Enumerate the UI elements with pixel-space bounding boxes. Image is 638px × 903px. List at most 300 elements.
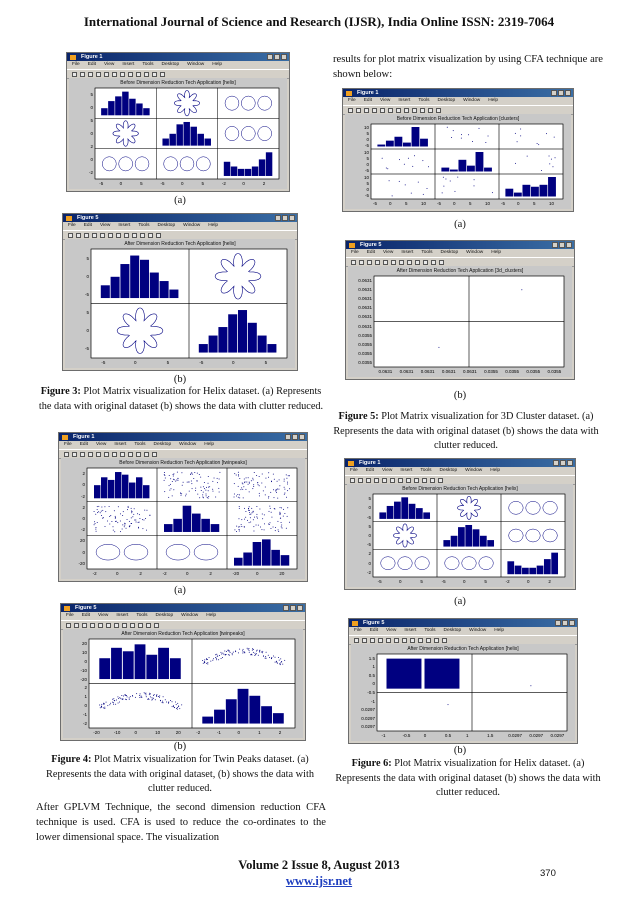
scatter-point (103, 517, 104, 518)
maximize-button[interactable] (292, 434, 298, 440)
toolbar-tool-icon[interactable] (136, 72, 141, 77)
toolbar-tool-icon[interactable] (114, 623, 119, 628)
menu-view[interactable]: View (383, 250, 394, 255)
scatter-point (485, 142, 486, 143)
menu-window[interactable]: Window (466, 250, 484, 255)
scatter-point (248, 508, 249, 509)
x-tick-label: -1 (381, 733, 386, 738)
histogram-bar (544, 559, 551, 574)
scatter-point (170, 478, 171, 479)
toolbar-tool-icon[interactable] (96, 72, 101, 77)
scatter-point (262, 518, 263, 519)
toolbar-tool-icon[interactable] (351, 260, 356, 265)
toolbar-tool-icon[interactable] (382, 478, 387, 483)
menu-desktop[interactable]: Desktop (161, 62, 180, 67)
toolbar-tool-icon[interactable] (358, 478, 363, 483)
histogram-bar (108, 101, 114, 115)
menu-file[interactable]: File (72, 62, 80, 67)
toolbar-tool-icon[interactable] (146, 623, 151, 628)
close-button[interactable] (289, 215, 295, 221)
scatter-point (280, 658, 281, 659)
toolbar-tool-icon[interactable] (383, 260, 388, 265)
scatter-point (269, 506, 270, 507)
maximize-button[interactable] (290, 605, 296, 611)
toolbar-tool-icon[interactable] (132, 233, 137, 238)
toolbar-tool-icon[interactable] (426, 638, 431, 643)
scatter-point (176, 479, 177, 480)
scatter-point (146, 694, 147, 695)
y-tick-label: 0.0631 (358, 314, 372, 320)
toolbar-tool-icon[interactable] (92, 233, 97, 238)
toolbar-tool-icon[interactable] (380, 108, 385, 113)
scatter-point (261, 529, 262, 530)
figure-3b-label: (b) (173, 374, 187, 385)
menu-insert[interactable]: Insert (122, 62, 135, 67)
menu-window[interactable]: Window (469, 628, 487, 633)
close-button[interactable] (297, 605, 303, 611)
toolbar-tool-icon[interactable] (64, 452, 69, 457)
menu-view[interactable]: View (96, 442, 107, 447)
menu-edit[interactable]: Edit (363, 98, 373, 103)
toolbar-tool-icon[interactable] (415, 260, 420, 265)
toolbar-tool-icon[interactable] (104, 72, 109, 77)
menu-desktop[interactable]: Desktop (157, 223, 176, 228)
maximize-button[interactable] (558, 90, 564, 96)
toolbar-tool-icon[interactable] (354, 638, 359, 643)
scatter-point (274, 479, 275, 480)
histogram-bar (262, 539, 271, 565)
scatter-point (275, 530, 276, 531)
toolbar-tool-icon[interactable] (66, 623, 71, 628)
histogram-bar (248, 323, 257, 353)
menu-file[interactable]: File (66, 613, 74, 618)
toolbar-tool-icon[interactable] (120, 72, 125, 77)
minimize-button[interactable] (285, 434, 291, 440)
menu-desktop[interactable]: Desktop (440, 250, 459, 255)
toolbar-tool-icon[interactable] (104, 452, 109, 457)
toolbar-tool-icon[interactable] (412, 108, 417, 113)
toolbar-tool-icon[interactable] (359, 260, 364, 265)
y-tick-label: 0 (90, 131, 93, 136)
menu-window[interactable]: Window (463, 98, 481, 103)
menu-desktop[interactable]: Desktop (443, 628, 462, 633)
toolbar-tool-icon[interactable] (98, 623, 103, 628)
scatter-point (549, 155, 550, 156)
minimize-button[interactable] (283, 605, 289, 611)
scatter-point (220, 652, 221, 653)
toolbar-tool-icon[interactable] (375, 260, 380, 265)
toolbar-tool-icon[interactable] (370, 638, 375, 643)
toolbar-tool-icon[interactable] (116, 233, 121, 238)
toolbar-tool-icon[interactable] (423, 260, 428, 265)
histogram-bar (238, 169, 244, 176)
left-column-paragraph: After GPLVM Technique, the second dimension reduction CFA technique is used. CFA is used to reduce the co-ordinates to the lower dimensional space. The visualization (36, 802, 326, 843)
toolbar-tool-icon[interactable] (152, 452, 157, 457)
scatter-point (250, 517, 251, 518)
scatter-point (202, 660, 203, 661)
window-title: Figure 1 (357, 90, 379, 96)
menu-help[interactable]: Help (208, 223, 219, 228)
menu-window[interactable]: Window (181, 613, 199, 618)
toolbar-tool-icon[interactable] (128, 72, 133, 77)
scatter-point (193, 478, 194, 479)
toolbar-tool-icon[interactable] (140, 233, 145, 238)
scatter-point (271, 658, 272, 659)
histogram-bar (249, 696, 260, 724)
y-tick-label: 0.5 (368, 672, 375, 678)
toolbar-tool-icon[interactable] (430, 478, 435, 483)
toolbar-tool-icon[interactable] (439, 260, 444, 265)
toolbar-tool-icon[interactable] (428, 108, 433, 113)
toolbar-tool-icon[interactable] (152, 72, 157, 77)
minimize-button[interactable] (275, 215, 281, 221)
histogram-bar (158, 648, 169, 679)
toolbar-tool-icon[interactable] (436, 108, 441, 113)
x-tick-label: 1 (466, 733, 469, 738)
scatter-point (546, 133, 547, 134)
toolbar-tool-icon[interactable] (122, 623, 127, 628)
toolbar-tool-icon[interactable] (418, 638, 423, 643)
toolbar-tool-icon[interactable] (399, 260, 404, 265)
histogram-bar (120, 264, 129, 298)
toolbar-tool-icon[interactable] (431, 260, 436, 265)
scatter-point (115, 704, 116, 705)
scatter-point (195, 490, 196, 491)
histogram-bar (537, 566, 544, 575)
minimize-button[interactable] (551, 90, 557, 96)
scatter-point (276, 661, 277, 662)
scatter-point (120, 531, 121, 532)
scatter-point (158, 696, 159, 697)
scatter-point (256, 653, 257, 654)
toolbar-tool-icon[interactable] (84, 233, 89, 238)
close-button[interactable] (566, 242, 572, 248)
scatter-point (270, 492, 271, 493)
y-tick-label: 0.0355 (358, 350, 372, 356)
menu-desktop[interactable]: Desktop (439, 468, 458, 473)
menu-file[interactable]: File (68, 223, 76, 228)
plot-title: After Dimension Reduction Tech Application [helix] (124, 241, 236, 247)
menu-window[interactable]: Window (187, 62, 205, 67)
menu-edit[interactable]: Edit (83, 223, 93, 228)
toolbar-tool-icon[interactable] (74, 623, 79, 628)
histogram-bar (531, 187, 539, 197)
toolbar-tool-icon[interactable] (96, 452, 101, 457)
maximize-button[interactable] (559, 242, 565, 248)
scatter-point (386, 168, 387, 169)
scatter-point (203, 663, 204, 664)
menu-edit[interactable]: Edit (369, 628, 379, 633)
toolbar-tool-icon[interactable] (138, 623, 143, 628)
scatter-point (268, 497, 269, 498)
menu-tools[interactable]: Tools (424, 628, 436, 633)
scatter-point (165, 477, 166, 478)
scatter-point (124, 525, 125, 526)
toolbar-tool-icon[interactable] (80, 452, 85, 457)
toolbar-tool-icon[interactable] (442, 638, 447, 643)
menu-edit[interactable]: Edit (366, 250, 376, 255)
scatter-point (287, 483, 288, 484)
toolbar-tool-icon[interactable] (106, 623, 111, 628)
maximize-button[interactable] (562, 620, 568, 626)
menu-view[interactable]: View (98, 613, 109, 618)
menu-desktop[interactable]: Desktop (153, 442, 172, 447)
toolbar-tool-icon[interactable] (390, 478, 395, 483)
scatter-point (173, 473, 174, 474)
menu-desktop[interactable]: Desktop (437, 98, 456, 103)
toolbar-tool-icon[interactable] (156, 233, 161, 238)
menu-desktop[interactable]: Desktop (155, 613, 174, 618)
toolbar-tool-icon[interactable] (88, 452, 93, 457)
menu-file[interactable]: File (351, 250, 359, 255)
histogram-bar (224, 162, 230, 176)
scatter-point (259, 476, 260, 477)
menu-edit[interactable]: Edit (87, 62, 97, 67)
toolbar-tool-icon[interactable] (398, 478, 403, 483)
menu-view[interactable]: View (100, 223, 111, 228)
menu-tools[interactable]: Tools (142, 62, 154, 67)
toolbar-tool-icon[interactable] (438, 478, 443, 483)
scatter-point (163, 702, 164, 703)
toolbar-tool-icon[interactable] (396, 108, 401, 113)
y-tick-label: 0 (366, 137, 369, 143)
scatter-point (177, 703, 178, 704)
scatter-point (153, 698, 154, 699)
toolbar-tool-icon[interactable] (348, 108, 353, 113)
figure-6-caption-label: Figure 6: (351, 758, 392, 769)
scatter-point (101, 707, 102, 708)
scatter-point (281, 525, 282, 526)
toolbar-tool-icon[interactable] (82, 623, 87, 628)
scatter-point (115, 517, 116, 518)
scatter-point (270, 508, 271, 509)
menu-help[interactable]: Help (212, 62, 223, 67)
scatter-point (109, 516, 110, 517)
scatter-point (457, 177, 458, 178)
scatter-point (144, 510, 145, 511)
histogram-bar (176, 124, 182, 145)
menu-help[interactable]: Help (494, 628, 505, 633)
menu-help[interactable]: Help (204, 442, 215, 447)
y-tick-label: 0.0355 (358, 332, 372, 338)
toolbar-tool-icon[interactable] (128, 452, 133, 457)
toolbar-tool-icon[interactable] (402, 638, 407, 643)
menu-tools[interactable]: Tools (136, 613, 148, 618)
figure-4a-label: (a) (174, 585, 186, 596)
menu-window[interactable]: Window (183, 223, 201, 228)
toolbar-tool-icon[interactable] (378, 638, 383, 643)
close-button[interactable] (565, 90, 571, 96)
figure-4a-window (58, 432, 308, 582)
scatter-point (162, 701, 163, 702)
scatter-point (175, 481, 176, 482)
toolbar-tool-icon[interactable] (148, 233, 153, 238)
toolbar-tool-icon[interactable] (136, 452, 141, 457)
menu-tools[interactable]: Tools (138, 223, 150, 228)
maximize-button[interactable] (274, 54, 280, 60)
toolbar-tool-icon[interactable] (434, 638, 439, 643)
scatter-point (154, 694, 155, 695)
toolbar-tool-icon[interactable] (144, 72, 149, 77)
menu-insert[interactable]: Insert (398, 98, 411, 103)
menu-view[interactable]: View (382, 468, 393, 473)
toolbar-tool-icon[interactable] (350, 478, 355, 483)
menu-bar (349, 627, 577, 635)
menu-help[interactable]: Help (206, 613, 217, 618)
menu-tools[interactable]: Tools (134, 442, 146, 447)
menu-view[interactable]: View (386, 628, 397, 633)
maximize-button[interactable] (560, 460, 566, 466)
scatter-point (107, 520, 108, 521)
minimize-button[interactable] (555, 620, 561, 626)
close-button[interactable] (567, 460, 573, 466)
scatter-point (165, 699, 166, 700)
toolbar-tool-icon[interactable] (407, 260, 412, 265)
toolbar-tool-icon[interactable] (366, 478, 371, 483)
close-button[interactable] (569, 620, 575, 626)
menu-edit[interactable]: Edit (81, 613, 91, 618)
toolbar-tool-icon[interactable] (372, 108, 377, 113)
menu-insert[interactable]: Insert (401, 250, 414, 255)
scatter-point (97, 506, 98, 507)
toolbar-tool-icon[interactable] (68, 233, 73, 238)
toolbar-tool-icon[interactable] (112, 452, 117, 457)
toolbar-tool-icon[interactable] (391, 260, 396, 265)
menu-insert[interactable]: Insert (400, 468, 413, 473)
scatter-point (146, 530, 147, 531)
toolbar-tool-icon[interactable] (144, 452, 149, 457)
menu-help[interactable]: Help (488, 98, 499, 103)
scatter-point (173, 479, 174, 480)
scatter-point (232, 654, 233, 655)
toolbar-tool-icon[interactable] (422, 478, 427, 483)
toolbar-tool-icon[interactable] (374, 478, 379, 483)
scatter-point (134, 520, 135, 521)
toolbar-tool-icon[interactable] (364, 108, 369, 113)
toolbar-tool-icon[interactable] (406, 478, 411, 483)
plot-matrix (351, 644, 575, 741)
menu-tools[interactable]: Tools (418, 98, 430, 103)
menu-tools[interactable]: Tools (421, 250, 433, 255)
menu-file[interactable]: File (64, 442, 72, 447)
toolbar-tool-icon[interactable] (100, 233, 105, 238)
menu-tools[interactable]: Tools (420, 468, 432, 473)
toolbar-tool-icon[interactable] (108, 233, 113, 238)
scatter-point (179, 708, 180, 709)
histogram-bar (473, 529, 480, 546)
toolbar-tool-icon[interactable] (72, 452, 77, 457)
scatter-point (392, 195, 393, 196)
toolbar-tool-icon[interactable] (362, 638, 367, 643)
y-tick-label: -5 (84, 346, 89, 352)
toolbar-tool-icon[interactable] (414, 478, 419, 483)
toolbar-tool-icon[interactable] (160, 72, 165, 77)
scatter-point (280, 663, 281, 664)
minimize-button[interactable] (552, 242, 558, 248)
histogram-bar (420, 139, 428, 147)
minimize-button[interactable] (553, 460, 559, 466)
menu-window[interactable]: Window (179, 442, 197, 447)
y-tick-label: 0 (86, 273, 89, 279)
scatter-point (263, 656, 264, 657)
close-button[interactable] (299, 434, 305, 440)
toolbar-tool-icon[interactable] (112, 72, 117, 77)
x-tick-label: 2 (548, 579, 551, 584)
toolbar-tool-icon[interactable] (420, 108, 425, 113)
toolbar-tool-icon[interactable] (88, 72, 93, 77)
scatter-point (139, 518, 140, 519)
scatter-point (270, 528, 271, 529)
toolbar-tool-icon[interactable] (120, 452, 125, 457)
scatter-point (284, 492, 285, 493)
x-tick-label: 0 (242, 181, 245, 186)
toolbar-tool-icon[interactable] (72, 72, 77, 77)
menu-edit[interactable]: Edit (365, 468, 375, 473)
figure-6a-label: (a) (454, 596, 466, 607)
page-number: 370 (540, 868, 556, 879)
menu-view[interactable]: View (104, 62, 115, 67)
menu-insert[interactable]: Insert (118, 223, 131, 228)
menu-file[interactable]: File (354, 628, 362, 633)
y-tick-label: -2 (88, 170, 93, 175)
toolbar-tool-icon[interactable] (388, 108, 393, 113)
scatter-point (258, 525, 259, 526)
toolbar-tool-icon[interactable] (90, 623, 95, 628)
menu-window[interactable]: Window (465, 468, 483, 473)
toolbar-tool-icon[interactable] (76, 233, 81, 238)
scatter-point (216, 654, 217, 655)
toolbar-tool-icon[interactable] (124, 233, 129, 238)
menu-view[interactable]: View (380, 98, 391, 103)
menu-file[interactable]: File (348, 98, 356, 103)
x-tick-label: 0.0355 (505, 369, 519, 374)
toolbar-tool-icon[interactable] (367, 260, 372, 265)
toolbar-tool-icon[interactable] (130, 623, 135, 628)
toolbar-tool-icon[interactable] (410, 638, 415, 643)
close-button[interactable] (281, 54, 287, 60)
scatter-point (262, 652, 263, 653)
menu-edit[interactable]: Edit (79, 442, 89, 447)
minimize-button[interactable] (267, 54, 273, 60)
toolbar-tool-icon[interactable] (154, 623, 159, 628)
menu-help[interactable]: Help (490, 468, 501, 473)
figure-5-caption-label: Figure 5: (338, 411, 379, 422)
scatter-point (269, 522, 270, 523)
scatter-point (219, 472, 220, 473)
scatter-point (177, 480, 178, 481)
menu-insert[interactable]: Insert (404, 628, 417, 633)
scatter-point (149, 694, 150, 695)
scatter-point (145, 693, 146, 694)
scatter-point (170, 484, 171, 485)
y-tick-label: -5 (364, 168, 369, 174)
matlab-window-icon (70, 55, 76, 60)
scatter-point (271, 512, 272, 513)
toolbar-tool-icon[interactable] (394, 638, 399, 643)
menu-insert[interactable]: Insert (116, 613, 129, 618)
toolbar-tool-icon[interactable] (404, 108, 409, 113)
toolbar-tool-icon[interactable] (356, 108, 361, 113)
scatter-point (188, 481, 189, 482)
toolbar-tool-icon[interactable] (80, 72, 85, 77)
menu-file[interactable]: File (350, 468, 358, 473)
toolbar-tool-icon[interactable] (386, 638, 391, 643)
menu-insert[interactable]: Insert (114, 442, 127, 447)
scatter-point (172, 701, 173, 702)
menu-help[interactable]: Help (491, 250, 502, 255)
footer-url-link[interactable]: www.ijsr.net (285, 874, 353, 888)
maximize-button[interactable] (282, 215, 288, 221)
